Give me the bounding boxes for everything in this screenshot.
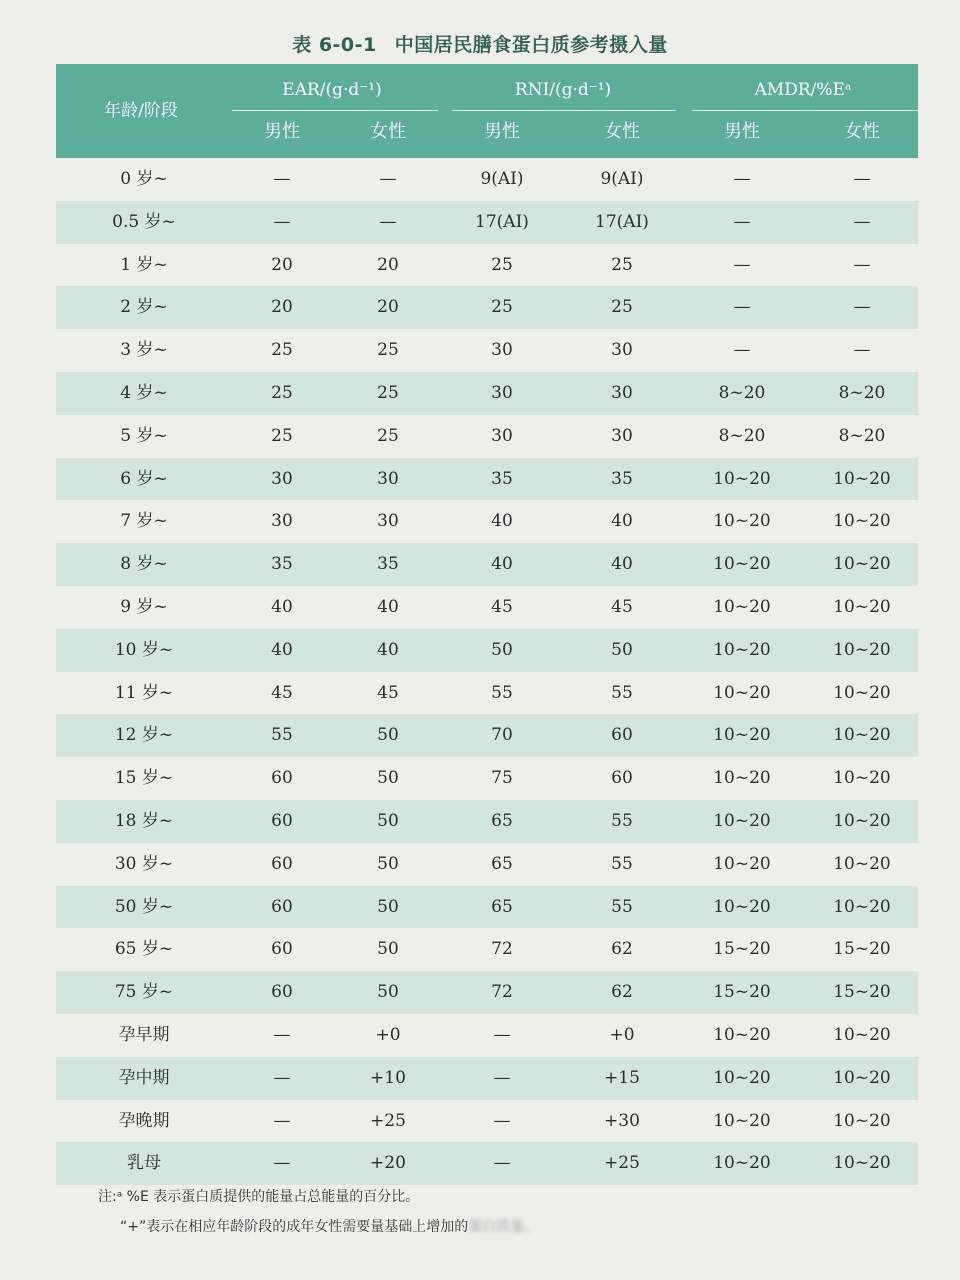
table-row [56,714,918,757]
cell-rni-female: 50 [611,639,633,660]
cell-rni-female: 62 [611,939,633,960]
table-row [56,201,918,244]
cell-amdr-female: 10~20 [833,596,891,617]
header-divider [232,110,438,111]
cell-rni-male: 50 [491,639,513,660]
header-rni-female: 女性 [604,121,640,142]
cell-age: 5 岁~ [120,425,168,446]
cell-rni-female: 55 [611,682,633,703]
footnote-2-obscured: 蛋白质量。 [468,1219,539,1235]
table-row [56,586,918,629]
cell-rni-male: — [493,1153,511,1174]
cell-rni-female: 45 [611,596,633,617]
cell-amdr-male: — [733,340,751,361]
cell-rni-female: 30 [611,340,633,361]
cell-amdr-male: 10~20 [713,1024,771,1045]
cell-rni-male: 40 [491,554,513,575]
header-amdr-male: 男性 [724,121,760,142]
cell-age: 50 岁~ [114,896,174,917]
table-row [56,1014,918,1057]
cell-ear-male: — [273,1024,291,1045]
cell-amdr-female: 10~20 [833,639,891,660]
table-row [56,1057,918,1100]
cell-age: 65 岁~ [114,939,174,960]
cell-ear-male: 60 [271,939,293,960]
cell-amdr-female: 10~20 [833,554,891,575]
cell-amdr-female: 10~20 [833,682,891,703]
cell-rni-male: 72 [491,939,513,960]
table-row [56,372,918,415]
cell-amdr-male: 10~20 [713,511,771,532]
cell-rni-male: 9(AI) [480,169,524,189]
cell-age: 3 岁~ [120,340,168,361]
cell-ear-male: 60 [271,896,293,917]
cell-amdr-male: 10~20 [713,853,771,874]
cell-age: 1 岁~ [120,254,168,275]
header-ear-male: 男性 [264,121,300,142]
cell-ear-male: 40 [271,639,293,660]
table-row [56,458,918,501]
cell-rni-female: 25 [611,297,633,318]
cell-ear-female: 50 [377,810,399,831]
header-ear-female: 女性 [370,121,406,142]
cell-amdr-female: — [853,169,871,189]
cell-rni-female: 55 [611,853,633,874]
cell-amdr-male: 10~20 [713,682,771,703]
header-age: 年龄/阶段 [104,101,178,121]
cell-age: 30 岁~ [114,853,174,874]
cell-age: 75 岁~ [114,982,174,1003]
cell-ear-male: 60 [271,982,293,1003]
cell-amdr-female: 10~20 [833,1153,891,1174]
footnote-2 [120,1216,538,1236]
header-amdr: AMDR/%Eᵃ [754,80,852,100]
cell-ear-male: 20 [271,254,293,275]
cell-amdr-male: 10~20 [713,810,771,831]
cell-amdr-male: 10~20 [713,725,771,746]
cell-rni-female: 40 [611,554,633,575]
cell-rni-male: 40 [491,511,513,532]
cell-ear-female: 50 [377,725,399,746]
cell-amdr-female: 10~20 [833,1110,891,1131]
cell-ear-male: — [273,169,291,189]
cell-ear-female: 30 [377,511,399,532]
cell-amdr-female: 10~20 [833,1024,891,1045]
table-row [56,415,918,458]
footnote-2-text: “+”表示在相应年龄阶段的成年女性需要量基础上增加的 [120,1219,469,1235]
cell-amdr-female: 10~20 [833,810,891,831]
cell-amdr-female: 8~20 [838,382,886,403]
cell-ear-female: 50 [377,768,399,789]
table-header [56,64,918,158]
cell-amdr-male: 10~20 [713,896,771,917]
cell-rni-female: 25 [611,254,633,275]
cell-ear-female: 45 [377,682,399,703]
cell-age: 9 岁~ [120,596,168,617]
cell-age: 6 岁~ [120,468,168,489]
cell-rni-male: 30 [491,382,513,403]
cell-ear-male: 20 [271,297,293,318]
cell-rni-female: 60 [611,768,633,789]
cell-age: 孕早期 [118,1024,170,1045]
cell-amdr-male: 15~20 [713,982,771,1003]
footnote-1: 注:ᵃ %E 表示蛋白质提供的能量占总能量的百分比。 [98,1189,420,1205]
cell-ear-male: 40 [271,596,293,617]
cell-amdr-male: 8~20 [718,382,766,403]
cell-amdr-female: 8~20 [838,425,886,446]
cell-amdr-male: 10~20 [713,768,771,789]
cell-amdr-male: 15~20 [713,939,771,960]
cell-ear-female: — [379,211,397,232]
cell-rni-female: +25 [604,1153,640,1174]
cell-ear-male: 60 [271,853,293,874]
cell-ear-male: — [273,1153,291,1174]
cell-rni-male: 25 [491,297,513,318]
cell-ear-female: 50 [377,853,399,874]
cell-amdr-female: — [853,297,871,318]
cell-rni-male: 17(AI) [475,211,529,232]
cell-rni-female: 17(AI) [595,211,649,232]
header-ear: EAR/(g·d⁻¹) [282,80,382,100]
cell-rni-male: 30 [491,340,513,361]
cell-amdr-female: 10~20 [833,853,891,874]
cell-age: 18 岁~ [114,810,174,831]
cell-ear-female: 50 [377,982,399,1003]
cell-rni-female: 62 [611,982,633,1003]
header-rni: RNI/(g·d⁻¹) [514,80,612,100]
cell-rni-male: 70 [491,725,513,746]
cell-amdr-female: 10~20 [833,768,891,789]
cell-age: 11 岁~ [114,682,174,703]
cell-amdr-male: 10~20 [713,468,771,489]
table-row [56,543,918,586]
cell-ear-male: — [273,211,291,232]
cell-age: 孕晚期 [118,1110,170,1131]
cell-rni-male: — [493,1024,511,1045]
cell-age: 10 岁~ [114,639,174,660]
cell-ear-male: 35 [271,554,293,575]
cell-rni-female: 30 [611,425,633,446]
header-amdr-female: 女性 [844,121,880,142]
cell-amdr-female: 10~20 [833,896,891,917]
cell-rni-female: +30 [604,1110,640,1131]
cell-amdr-female: 10~20 [833,1067,891,1088]
cell-ear-male: 55 [271,725,293,746]
header-divider [692,110,918,111]
cell-ear-female: 30 [377,468,399,489]
cell-amdr-female: — [853,254,871,275]
table-row [56,971,918,1014]
cell-rni-female: 9(AI) [600,169,644,189]
cell-ear-female: 25 [377,340,399,361]
cell-age: 7 岁~ [120,511,168,532]
cell-amdr-female: 10~20 [833,511,891,532]
cell-amdr-female: 10~20 [833,725,891,746]
cell-rni-male: — [493,1067,511,1088]
cell-ear-female: 25 [377,382,399,403]
cell-rni-male: 25 [491,254,513,275]
header-divider [452,110,676,111]
cell-rni-female: 40 [611,511,633,532]
cell-age: 孕中期 [118,1067,170,1088]
cell-amdr-male: — [733,254,751,275]
cell-ear-male: — [273,1110,291,1131]
cell-ear-female: +10 [370,1067,406,1088]
cell-amdr-male: — [733,297,751,318]
cell-rni-male: 35 [491,468,513,489]
cell-age: 2 岁~ [120,297,168,318]
cell-rni-female: 55 [611,810,633,831]
cell-rni-female: 35 [611,468,633,489]
cell-age: 8 岁~ [120,554,168,575]
table-number: 表 6-0-1 [292,34,377,56]
cell-age: 0 岁~ [120,169,168,189]
cell-rni-male: 30 [491,425,513,446]
cell-age: 0.5 岁~ [112,211,176,232]
table-row [56,1100,918,1143]
table-row [56,329,918,372]
cell-ear-male: 25 [271,425,293,446]
table-row [56,1142,918,1185]
cell-ear-female: 40 [377,639,399,660]
cell-amdr-female: 15~20 [833,939,891,960]
cell-rni-male: 65 [491,853,513,874]
cell-age: 乳母 [127,1153,161,1174]
table-title [0,30,960,57]
cell-ear-male: 25 [271,340,293,361]
cell-age: 15 岁~ [114,768,174,789]
cell-age: 12 岁~ [114,725,174,746]
cell-ear-female: 50 [377,896,399,917]
table-row [56,800,918,843]
cell-rni-female: +0 [609,1024,635,1045]
cell-ear-female: 25 [377,425,399,446]
cell-ear-female: 35 [377,554,399,575]
cell-ear-female: +20 [370,1153,406,1174]
cell-rni-female: +15 [604,1067,640,1088]
table-row [56,843,918,886]
cell-ear-female: 50 [377,939,399,960]
cell-rni-female: 55 [611,896,633,917]
table-row [56,500,918,543]
cell-amdr-female: — [853,211,871,232]
cell-rni-male: 72 [491,982,513,1003]
cell-ear-female: +25 [370,1110,406,1131]
cell-amdr-male: 10~20 [713,639,771,660]
cell-age: 4 岁~ [120,382,168,403]
cell-rni-female: 60 [611,725,633,746]
cell-ear-female: — [379,169,397,189]
cell-amdr-female: — [853,340,871,361]
cell-ear-male: 30 [271,468,293,489]
cell-amdr-male: — [733,169,751,189]
cell-ear-female: 40 [377,596,399,617]
cell-amdr-male: — [733,211,751,232]
cell-rni-male: — [493,1110,511,1131]
cell-ear-male: 30 [271,511,293,532]
cell-rni-male: 75 [491,768,513,789]
cell-ear-male: 45 [271,682,293,703]
cell-ear-female: +0 [375,1024,401,1045]
table-row [56,757,918,800]
cell-amdr-male: 8~20 [718,425,766,446]
cell-rni-male: 55 [491,682,513,703]
cell-rni-male: 65 [491,896,513,917]
table-row [56,286,918,329]
cell-amdr-male: 10~20 [713,554,771,575]
header-rni-male: 男性 [484,121,520,142]
table-row [56,672,918,715]
cell-amdr-female: 15~20 [833,982,891,1003]
cell-amdr-female: 10~20 [833,468,891,489]
cell-rni-male: 45 [491,596,513,617]
cell-ear-male: 60 [271,768,293,789]
table-title-text: 中国居民膳食蛋白质参考摄入量 [394,34,668,56]
cell-amdr-male: 10~20 [713,1153,771,1174]
cell-ear-male: 60 [271,810,293,831]
table-row [56,158,918,201]
cell-amdr-male: 10~20 [713,1067,771,1088]
cell-ear-male: 25 [271,382,293,403]
cell-ear-male: — [273,1067,291,1088]
table-row [56,928,918,971]
table-row [56,886,918,929]
cell-ear-female: 20 [377,297,399,318]
cell-amdr-male: 10~20 [713,1110,771,1131]
cell-rni-female: 30 [611,382,633,403]
table-row [56,244,918,287]
cell-amdr-male: 10~20 [713,596,771,617]
cell-ear-female: 20 [377,254,399,275]
table-row [56,629,918,672]
cell-rni-male: 65 [491,810,513,831]
table-body [56,158,918,1185]
